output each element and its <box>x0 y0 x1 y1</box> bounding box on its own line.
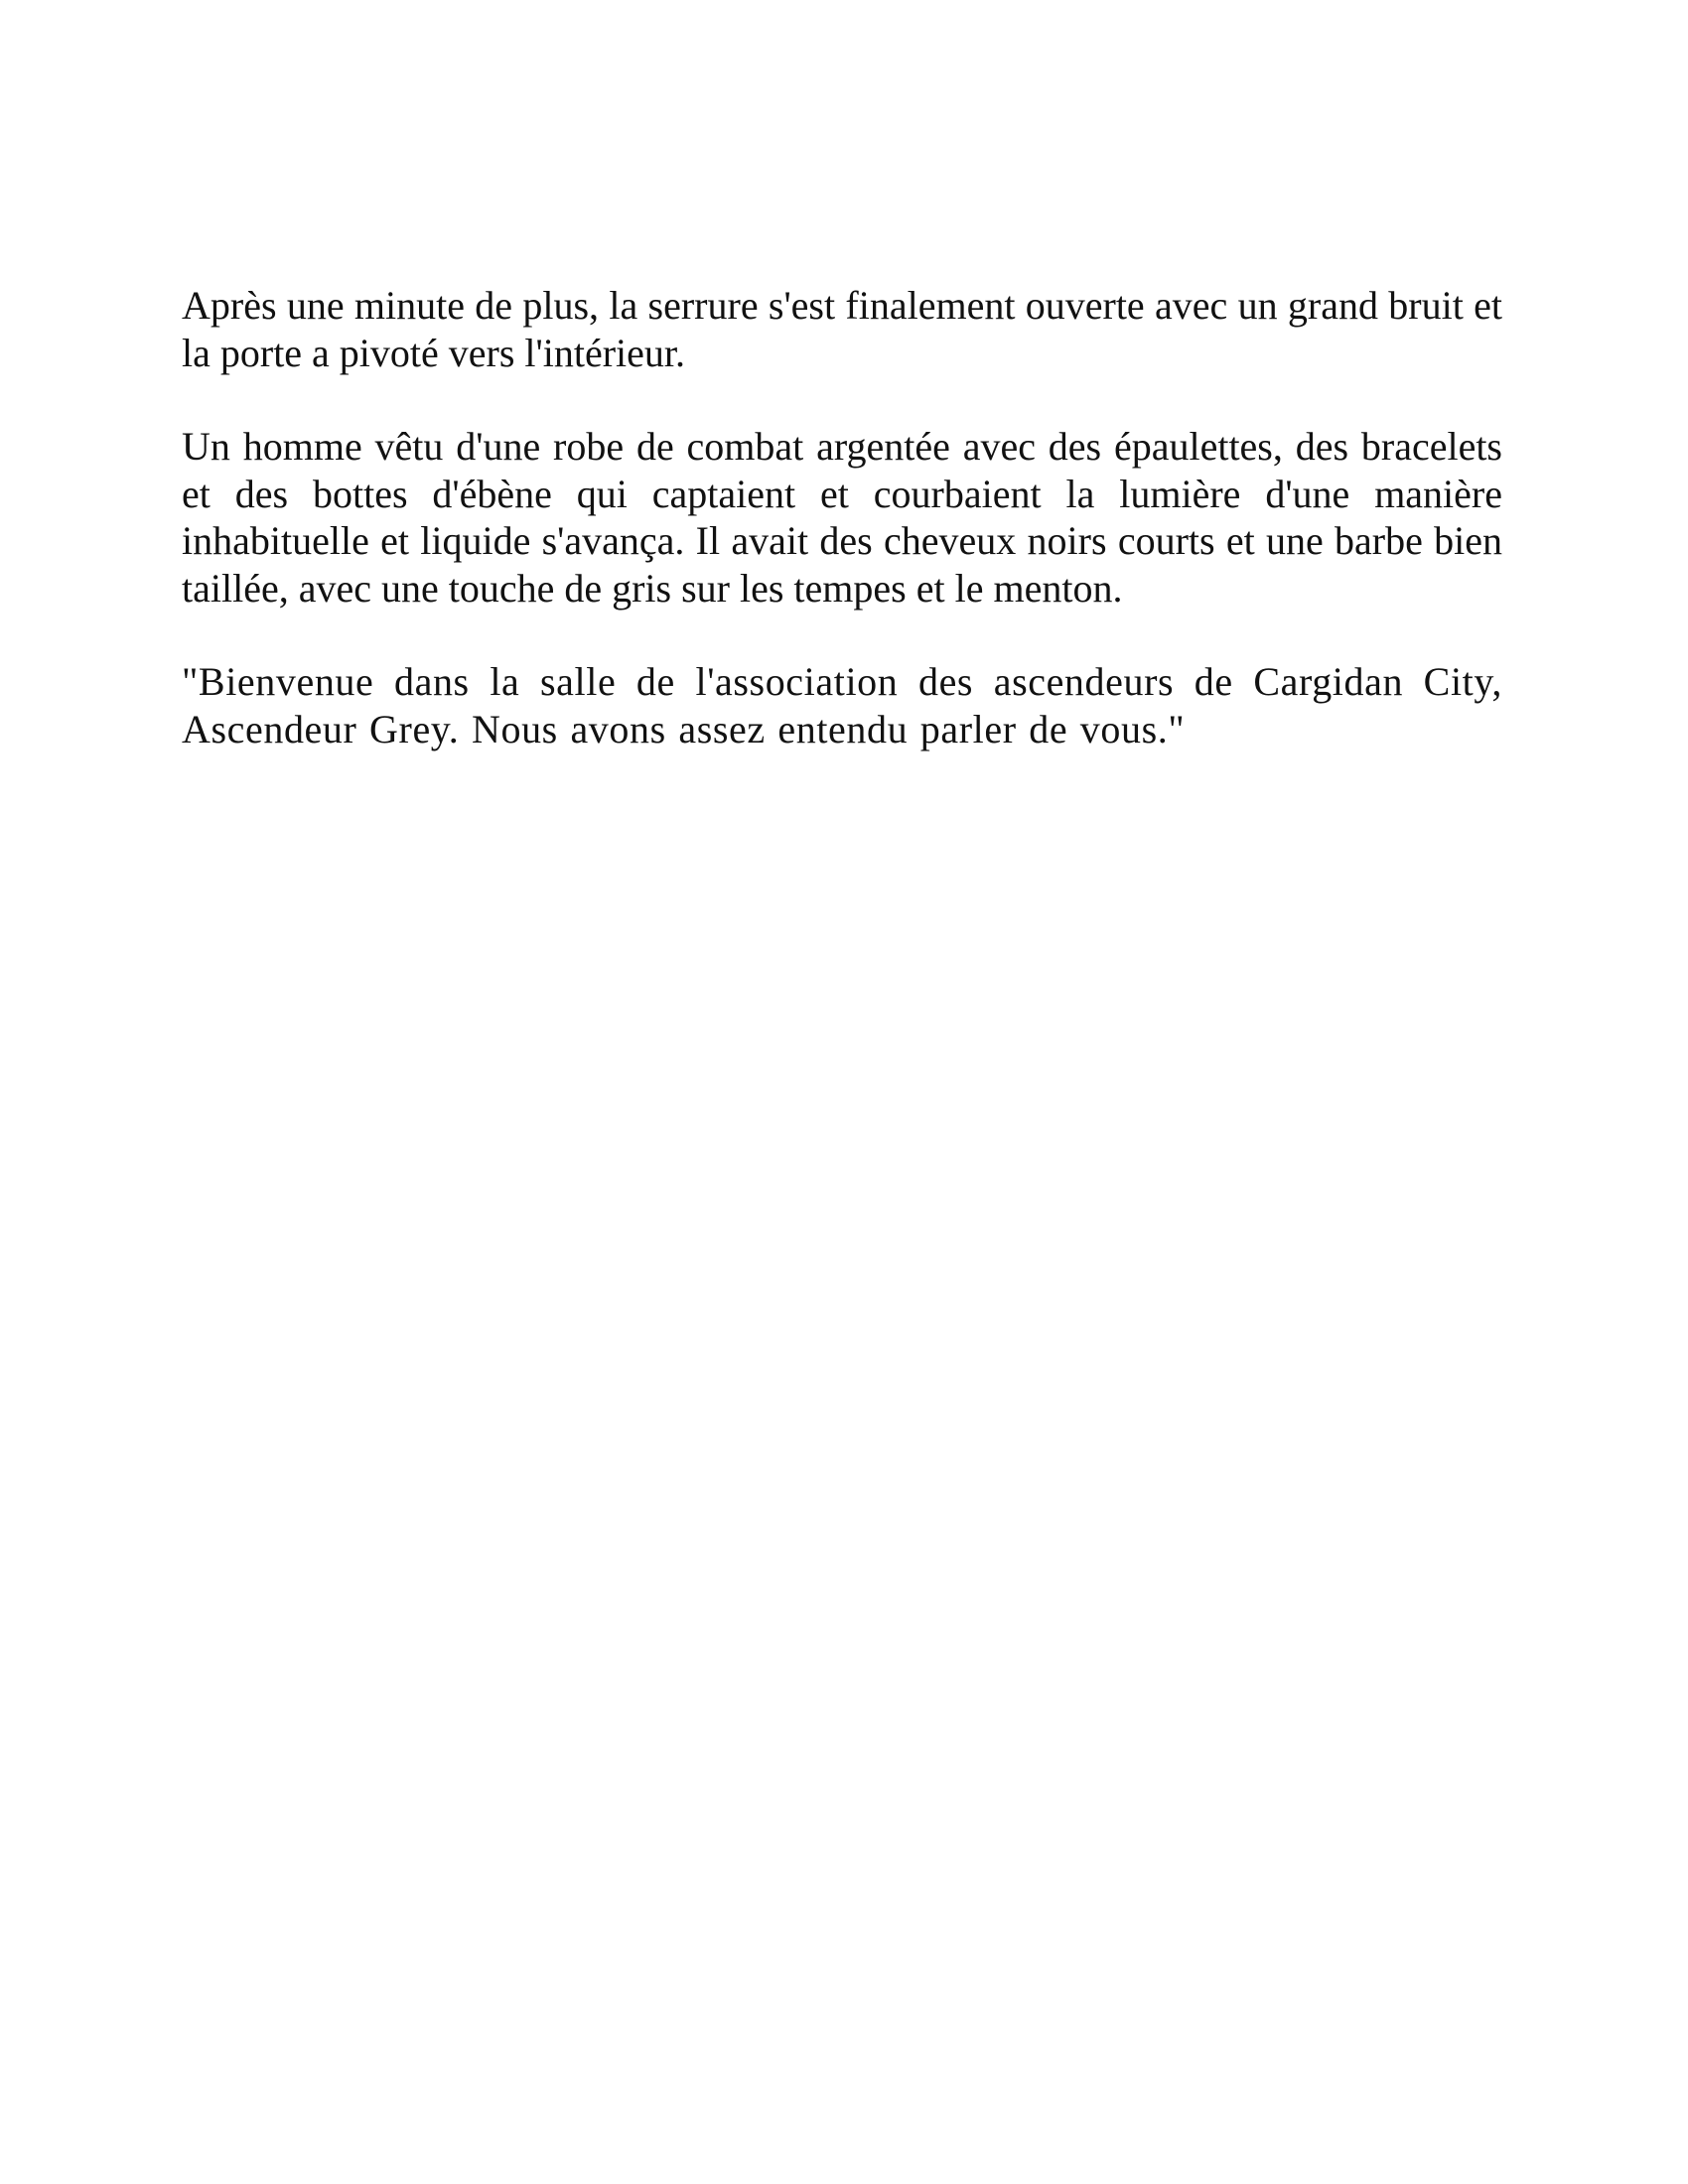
paragraph: Après une minute de plus, la serrure s'est finalement ouverte avec un grand bruit et la porte a pivoté vers l'intérieur. <box>182 283 1502 375</box>
paragraph: "Bienvenue dans la salle de l'association des ascendeurs de Cargidan City, Ascendeur Grey. Nous avons assez entendu parler de vous." <box>182 659 1502 751</box>
paragraph: Un homme vêtu d'une robe de combat argentée avec des épaulettes, des bracelets et des bottes d'ébène qui captaient et courbaient la lumière d'une manière inhabituelle et liquide s'avança. Il avait des cheveux noirs courts et une barbe bien taillée, avec une touche de gris sur les tempes et le menton. <box>182 424 1502 611</box>
body-text <box>182 282 1502 799</box>
